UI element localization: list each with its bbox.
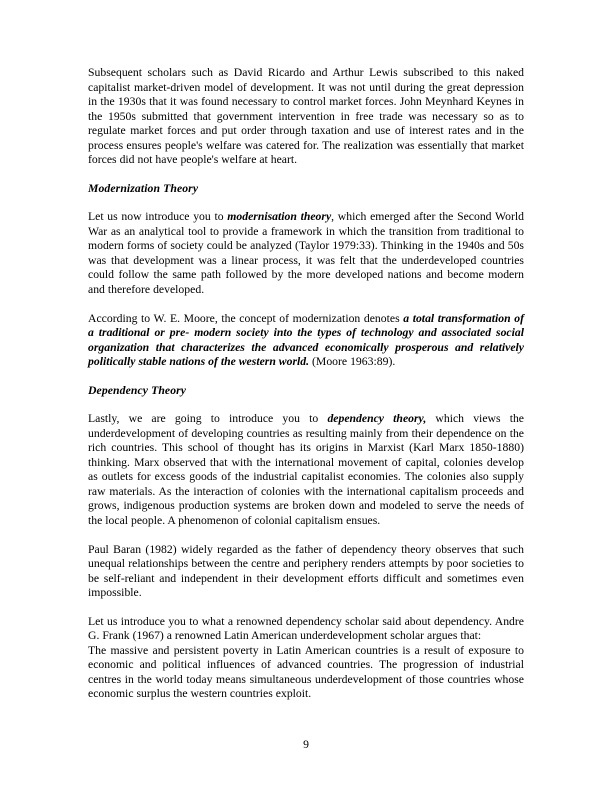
heading-dependency-theory: Dependency Theory (88, 383, 187, 397)
run-emphasis-moore-quotation: a total transformation of a traditional or pre- modern society into the types of technology and associated social organization that characterizes the advanced economically prosperous and relatively politically stable nations of the western world. (88, 311, 524, 369)
paragraph-modernisation-theory (88, 210, 524, 297)
page-number: 9 (303, 738, 309, 751)
heading-modernization-theory: Modernization Theory (88, 181, 199, 195)
run-text: Lastly, we are going to introduce you to (88, 412, 328, 426)
run-text: which views the underdevelopment of developing countries as resulting mainly from their dependence on the rich countries. This school of thought has its origins in Marxist (Karl Marx 1850-1880) thinking. Marx observed that with the international movement of capital, colonies develop as outlets for excess goods of the industrial capitalist economies. The colonies also supply raw materials. As the interaction of colonies with the international capitalism proceeds and grows, indigenous production systems are broken down and modeled to serve the needs of the local people. A phenomenon of colonial capitalism ensues. (88, 412, 524, 527)
document-text-body (88, 66, 524, 702)
run-emphasis-modernisation-theory: modernisation theory (227, 210, 332, 224)
run-emphasis-dependency-theory: dependency theory, (327, 412, 427, 426)
run-text: , which emerged after the Second World War as an analytical tool to provide a framework in which the transition from traditional to modern forms of society could be analyzed (Taylor 1979:33). Thinking in the 1940s and 50s was that development was a linear process, it was felt that the underdeveloped countries could follow the same path followed by the more developed nations and become modern and therefore developed. (88, 210, 524, 296)
run-text: (Moore 1963:89). (309, 355, 396, 369)
paragraph-dependency-theory (88, 412, 524, 528)
run-text: Let us now introduce you to (88, 210, 228, 224)
paragraph-moore-definition (88, 312, 524, 370)
paragraph-frank-quotation: The massive and persistent poverty in Latin American countries is a result of exposure to economic and political influences of advanced countries. The progression of industrial centres in the world today means simultaneous underdevelopment of those countries whose economic surplus the western countries exploit. (88, 643, 524, 701)
paragraph-paul-baran: Paul Baran (1982) widely regarded as the father of dependency theory observes that such unequal relationships between the centre and periphery renders attempts by poor societies to be self-reliant and independent in their development efforts difficult and sometimes even impossible. (88, 542, 524, 600)
paragraph-andre-frank-intro: Let us introduce you to what a renowned dependency scholar said about dependency. Andre G. Frank (1967) a renowned Latin American underdevelopment scholar argues that: (88, 614, 524, 643)
paragraph-subsequent-scholars: Subsequent scholars such as David Ricardo and Arthur Lewis subscribed to this naked capitalist market-driven model of development. It was not until during the great depression in the 1930s that it was found necessary to control market forces. John Meynhard Keynes in the 1950s submitted that government intervention in free trade was necessary so as to regulate market forces and put order through taxation and use of interest rates and in the process ensures people's welfare was catered for. The realization was essentially that market forces did not have people's welfare at heart. (88, 66, 524, 166)
run-text: According to W. E. Moore, the concept of modernization denotes (88, 311, 404, 325)
